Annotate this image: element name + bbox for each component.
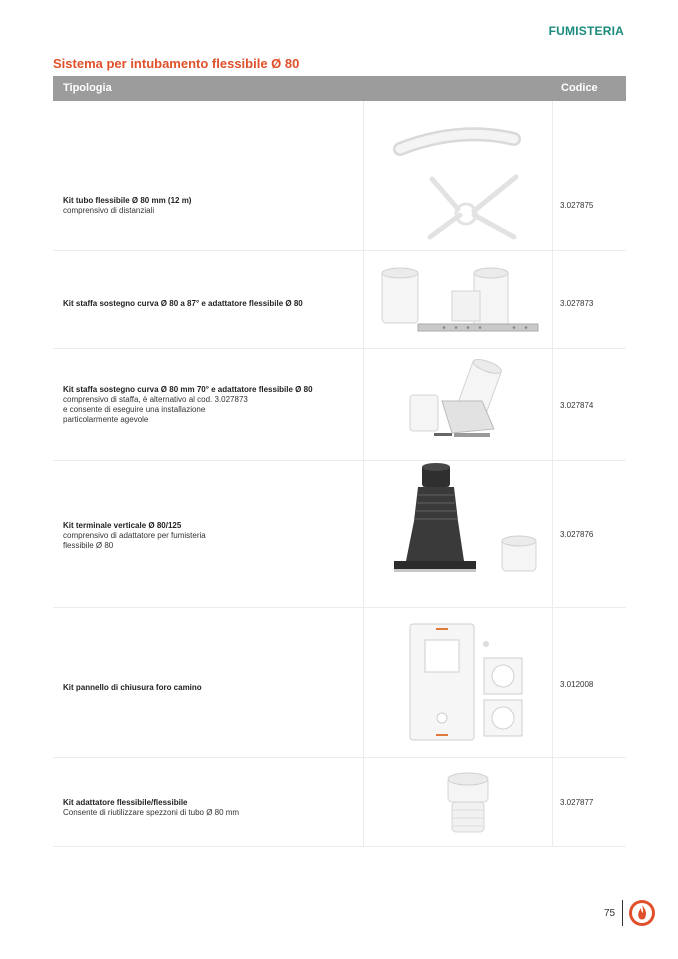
product-detail: comprensivo di staffa, è alternativo al cod. 3.027873 <box>63 395 248 404</box>
table-row <box>53 758 626 847</box>
product-image-bracket-87 <box>363 251 553 348</box>
product-detail: flessibile Ø 80 <box>63 541 114 550</box>
product-table <box>53 76 626 847</box>
product-name: Kit tubo flessibile Ø 80 mm (12 m) <box>63 196 192 205</box>
product-code: 3.027877 <box>560 798 594 807</box>
product-code: 3.027873 <box>560 299 594 308</box>
page-title: Sistema per intubamento flessibile Ø 80 <box>53 56 300 71</box>
table-row <box>53 101 626 251</box>
product-detail: comprensivo di distanziali <box>63 206 155 215</box>
table-row <box>53 251 626 349</box>
product-image-flex-adapter <box>363 758 553 846</box>
product-detail: comprensivo di adattatore per fumisteria <box>63 531 206 540</box>
table-row <box>53 461 626 608</box>
product-name: Kit adattatore flessibile/flessibile <box>63 798 188 807</box>
product-image-flexible-pipe <box>363 101 553 250</box>
page-number: 75 <box>604 908 616 919</box>
product-code: 3.012008 <box>560 680 594 689</box>
product-name: Kit pannello di chiusura foro camino <box>63 683 202 692</box>
product-name: Kit staffa sostegno curva Ø 80 a 87° e adattatore flessibile Ø 80 <box>63 299 303 308</box>
table-row <box>53 349 626 461</box>
product-name: Kit staffa sostegno curva Ø 80 mm 70° e adattatore flessibile Ø 80 <box>63 385 313 394</box>
column-header-type: Tipologia <box>63 82 112 94</box>
product-image-closing-panel <box>363 608 553 757</box>
product-image-vertical-terminal <box>363 461 553 607</box>
table-row <box>53 608 626 758</box>
product-image-bracket-70 <box>363 349 553 460</box>
section-label: FUMISTERIA <box>548 24 624 38</box>
product-code: 3.027875 <box>560 201 594 210</box>
product-name: Kit terminale verticale Ø 80/125 <box>63 521 182 530</box>
product-detail: e consente di eseguire una installazione <box>63 405 206 414</box>
product-code: 3.027876 <box>560 530 594 539</box>
product-detail: particolarmente agevole <box>63 415 149 424</box>
column-header-code: Codice <box>561 82 598 94</box>
table-header <box>53 76 626 101</box>
flame-logo-icon <box>628 899 656 932</box>
footer-divider <box>622 900 623 926</box>
product-code: 3.027874 <box>560 401 594 410</box>
product-detail: Consente di riutilizzare spezzoni di tubo Ø 80 mm <box>63 808 240 817</box>
